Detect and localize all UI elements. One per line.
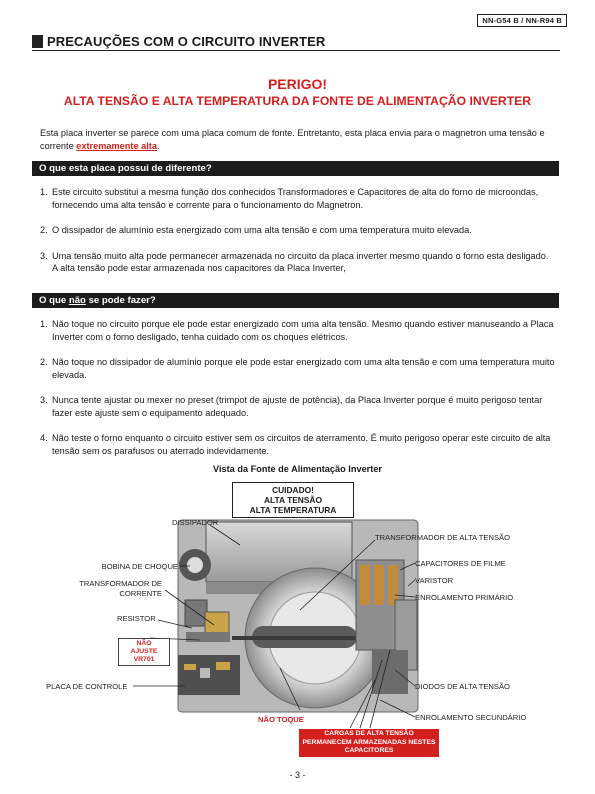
- label-enrol-secundario: ENROLAMENTO SECUNDÁRIO: [415, 713, 527, 722]
- label-line: CORRENTE: [119, 588, 162, 598]
- no-adjust-line: VR701: [133, 656, 155, 663]
- label-dissipador: DISSIPADOR: [172, 518, 219, 527]
- section-bar-label-start: O que: [39, 295, 67, 306]
- stored-charge-line: PERMANECEM ARMAZENADAS NESTES: [302, 738, 436, 746]
- item-number: 1.: [40, 187, 48, 197]
- label-placa-controle: PLACA DE CONTROLE: [46, 682, 128, 691]
- no-adjust-line: NÃO: [136, 640, 152, 647]
- danger-title: PERIGO!: [267, 76, 328, 92]
- section-bar-label-underlined: não: [68, 295, 86, 306]
- label-line: TRANSFORMADOR DE: [79, 579, 162, 588]
- figure-title: Vista da Fonte de Alimentação Inverter: [213, 464, 382, 474]
- label-diodos: DIODOS DE ALTA TENSÃO: [415, 682, 510, 691]
- caution-line: CUIDADO!: [272, 485, 314, 495]
- label-transf-corrente: [50, 579, 162, 598]
- intro-text: Esta placa inverter se parece com uma placa comum de fonte. Entretanto, esta placa envia para o magnetron uma tensão e corrente: [40, 128, 545, 151]
- caution-box: [232, 482, 354, 518]
- no-adjust-box: [118, 638, 170, 666]
- label-capacitores-filme: CAPACITORES DE FILME: [415, 559, 506, 568]
- stored-charge-line: CAPACITORES: [344, 747, 394, 755]
- label-bobina: BOBINA DE CHOQUE: [101, 562, 178, 571]
- label-resistor: RESISTOR: [117, 614, 156, 623]
- item-text: Nunca tente ajustar ou mexer no preset (trimpot de ajuste de potência), da Placa Inverter porque é muito perigoso tentar fazer este ajuste sem o equipamento adequado.: [52, 395, 543, 418]
- no-touch-label: NÃO TOQUE: [258, 715, 304, 724]
- item-text: Não toque no dissipador de alumínio porque ele pode estar energizado com uma alta tensão e com uma temperatura muito elevada.: [52, 357, 555, 380]
- item-text: Uma tensão muito alta pode permanecer armazenada no circuito da placa inverter mesmo quando o forno esta desligado. A alta tensão pode estar armazenada nos capacitores da Placa Inverter,: [52, 250, 549, 273]
- no-adjust-line: AJUSTE: [130, 648, 158, 655]
- item-number: 2.: [40, 357, 48, 367]
- model-number-badge: NN-G54 B / NN-R94 B: [477, 14, 567, 27]
- stored-charge-line: CARGAS DE ALTA TENSÃO: [324, 730, 414, 737]
- label-enrol-primario: ENROLAMENTO PRIMÁRIO: [415, 593, 514, 602]
- item-number: 2.: [40, 225, 48, 235]
- caution-line: ALTA TEMPERATURA: [249, 505, 337, 515]
- section-bar-label-end: se pode fazer?: [88, 295, 156, 306]
- label-varistor: VARISTOR: [415, 576, 454, 585]
- item-text: Este circuito substitui a mesma função dos conhecidos Transformadores e Capacitores de alta do forno de microondas, fornecendo uma alta tensão e corrente para o funcionamento do Magnetron.: [52, 187, 539, 210]
- danger-subtitle: ALTA TENSÃO E ALTA TEMPERATURA DA FONTE DE ALIMENTAÇÃO INVERTER: [63, 94, 532, 108]
- page-number: - 3 -: [289, 770, 306, 780]
- item-number: 3.: [40, 395, 48, 405]
- item-text: Não teste o forno enquanto o circuito estiver sem os circuitos de aterramento. É muito perigoso operar este circuito de alta tensão sem os parafusos ou aterrado indevidamente.: [52, 433, 551, 456]
- intro-end: .: [156, 141, 160, 151]
- item-number: 1.: [40, 319, 48, 329]
- section-title: PRECAUÇÕES COM O CIRCUITO INVERTER: [47, 33, 326, 49]
- label-transf-alta: TRANSFORMADOR DE ALTA TENSÃO: [375, 533, 511, 542]
- item-number: 4.: [40, 433, 48, 443]
- caution-line: ALTA TENSÃO: [264, 495, 322, 505]
- stored-charge-warning: [299, 729, 439, 757]
- item-text: O dissipador de alumínio esta energizado com uma alta tensão e com uma temperatura muito elevada.: [52, 225, 472, 235]
- intro-highlight: extremamente alta: [76, 141, 157, 151]
- item-number: 3.: [40, 250, 48, 261]
- item-text: Não toque no circuito porque ele pode estar energizado com uma alta tensão. Mesmo quando estiver manuseando a Placa Inverter com o forno desligado, tenha cuidado com os choques elétricos.: [52, 319, 554, 342]
- section-bar-label: O que esta placa possui de diferente?: [39, 163, 212, 174]
